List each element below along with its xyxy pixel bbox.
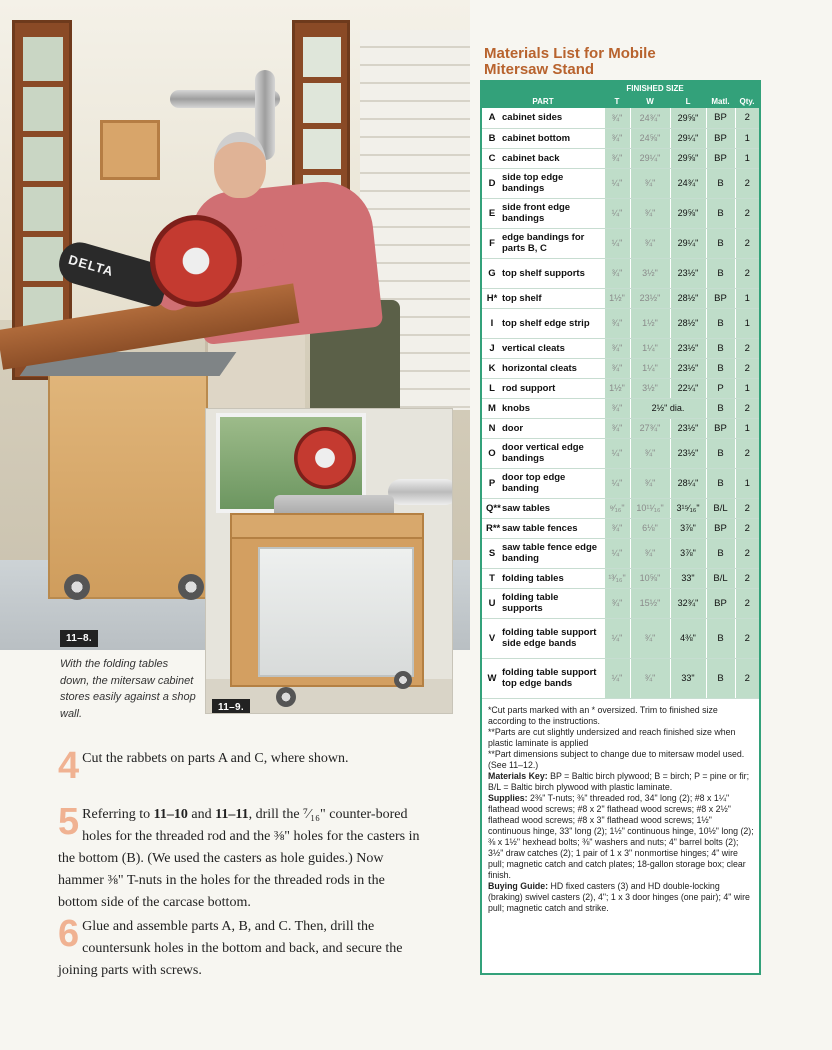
- part-letter: C: [482, 148, 500, 168]
- quantity-cell: 2: [735, 198, 759, 228]
- thickness-cell: ¼": [604, 438, 630, 468]
- part-letter: Q**: [482, 498, 500, 518]
- key-text: BP = Baltic birch plywood; B = birch; P = pine or fir; B/L = Baltic birch plywood with plastic laminate.: [488, 770, 750, 792]
- material-cell: BP: [706, 148, 735, 168]
- length-cell: 23½": [670, 438, 706, 468]
- part-name: side top edge bandings: [500, 168, 604, 198]
- step-number: 5: [58, 801, 80, 843]
- saw-blade: [294, 427, 356, 489]
- length-cell: 33": [670, 568, 706, 588]
- quantity-cell: 1: [735, 128, 759, 148]
- table-row: [482, 498, 759, 518]
- quantity-cell: 2: [735, 258, 759, 288]
- thickness-cell: ¾": [604, 338, 630, 358]
- length-cell: 3¹⁵⁄₁₆": [670, 498, 706, 518]
- part-name: side front edge bandings: [500, 198, 604, 228]
- material-cell: B: [706, 398, 735, 418]
- quantity-cell: 2: [735, 108, 759, 128]
- width-cell: ¾": [630, 168, 670, 198]
- table-row: [482, 538, 759, 568]
- quantity-cell: 2: [735, 398, 759, 418]
- step-text: Cut the rabbets on parts A and C, where shown.: [82, 751, 349, 766]
- length-cell: 23½": [670, 258, 706, 288]
- matl-header: Matl.: [706, 95, 735, 108]
- material-cell: B: [706, 438, 735, 468]
- caster-wheel: [394, 671, 412, 689]
- table-row: [482, 588, 759, 618]
- saw-brand-label: DELTA: [66, 251, 116, 280]
- part-letter: K: [482, 358, 500, 378]
- thickness-cell: ¾": [604, 148, 630, 168]
- width-cell: 6⅛": [630, 518, 670, 538]
- cabinet-top: [230, 513, 424, 539]
- table-row: [482, 128, 759, 148]
- length-cell: 22¼": [670, 378, 706, 398]
- quantity-cell: 1: [735, 468, 759, 498]
- part-name: horizontal cleats: [500, 358, 604, 378]
- caster-wheel: [64, 574, 90, 600]
- thickness-cell: ¹³⁄₁₆": [604, 568, 630, 588]
- part-letter: E: [482, 198, 500, 228]
- buying-text: HD fixed casters (3) and HD double-locking (braking) swivel casters (2), 4"; 1 x 3 door hinges (one pair); 4" wire pull; magnetic catch and strike.: [488, 880, 750, 913]
- material-cell: B/L: [706, 568, 735, 588]
- table-row: [482, 438, 759, 468]
- length-cell: 29⅝": [670, 148, 706, 168]
- length-cell: 4⅜": [670, 618, 706, 658]
- step-text-pre: Referring to: [82, 807, 154, 822]
- part-name: top shelf edge strip: [500, 308, 604, 338]
- figure-ref: 11–11: [215, 807, 249, 822]
- buying-label: Buying Guide:: [488, 880, 549, 891]
- material-cell: B: [706, 338, 735, 358]
- width-cell: 1¼": [630, 338, 670, 358]
- quantity-cell: 2: [735, 358, 759, 378]
- material-cell: B: [706, 258, 735, 288]
- key-label: Materials Key:: [488, 770, 548, 781]
- part-letter: F: [482, 228, 500, 258]
- part-letter: A: [482, 108, 500, 128]
- part-letter: N: [482, 418, 500, 438]
- table-row: [482, 568, 759, 588]
- quantity-cell: 2: [735, 518, 759, 538]
- part-name: rod support: [500, 378, 604, 398]
- part-letter: U: [482, 588, 500, 618]
- table-row: [482, 288, 759, 308]
- part-letter: B: [482, 128, 500, 148]
- material-cell: B: [706, 618, 735, 658]
- table-row: [482, 198, 759, 228]
- thickness-cell: 1½": [604, 378, 630, 398]
- table-row: [482, 168, 759, 198]
- thickness-cell: ¼": [604, 198, 630, 228]
- part-name: cabinet sides: [500, 108, 604, 128]
- figure-label: 11–9.: [212, 699, 250, 714]
- dust-duct: [388, 479, 453, 505]
- thickness-cell: ¾": [604, 128, 630, 148]
- quantity-cell: 2: [735, 228, 759, 258]
- table-row: [482, 468, 759, 498]
- part-name: cabinet back: [500, 148, 604, 168]
- caster-wheel: [276, 687, 296, 707]
- quantity-cell: 2: [735, 588, 759, 618]
- thickness-cell: 1½": [604, 288, 630, 308]
- supplies: [488, 793, 754, 881]
- length-cell: 3⅞": [670, 538, 706, 568]
- part-name: cabinet bottom: [500, 128, 604, 148]
- width-cell: ¾": [630, 228, 670, 258]
- step-4: [58, 745, 424, 787]
- width-cell: ¾": [630, 538, 670, 568]
- material-cell: BP: [706, 108, 735, 128]
- part-name: vertical cleats: [500, 338, 604, 358]
- part-letter: J: [482, 338, 500, 358]
- width-cell: 1½": [630, 308, 670, 338]
- step-number: 4: [58, 745, 80, 787]
- w-header: W: [630, 95, 670, 108]
- step-text-rest: , drill the ⁷⁄₁₆" counter-bored holes for the threaded rod and the ⅜" holes for the casters in the bottom (B). (We used the casters as hole guides.) Now hammer ⅜" T-nuts in the holes for the threaded rods in the bottom side of the carcase bottom.: [58, 807, 420, 910]
- supplies-text: 2⅜" T-nuts; ⅜" threaded rod, 34" long (2); #8 x 1¼" flathead wood screws; #8 x 2" flathead wood screws; #8 x 2½" flathead wood screws; #8 x 3" flathead wood screws; 1½" continuous hinge, 33" long (2); 1½" continuous hinge, 10½" long (2); ⅜ x 1½" hexhead bolts; ⅜" washers and nuts; 4" barrel bolts (2); 3½" draw catches (2); 1 pair of 1 x 3" nonmortise hinges; 4" wire pull; magnetic catch and catch plates; 18-gallon storage box; clear finish.: [488, 792, 754, 880]
- part-name: door vertical edge bandings: [500, 438, 604, 468]
- material-cell: BP: [706, 128, 735, 148]
- width-cell: ¾": [630, 618, 670, 658]
- material-cell: B: [706, 308, 735, 338]
- thickness-cell: ¾": [604, 358, 630, 378]
- part-letter: M: [482, 398, 500, 418]
- material-cell: B: [706, 658, 735, 698]
- material-cell: B/L: [706, 498, 735, 518]
- thickness-cell: ¼": [604, 658, 630, 698]
- part-letter: R**: [482, 518, 500, 538]
- supplies-label: Supplies:: [488, 792, 528, 803]
- thickness-cell: ¾": [604, 108, 630, 128]
- quantity-cell: 1: [735, 418, 759, 438]
- thickness-cell: ¾": [604, 418, 630, 438]
- width-cell: 29¼": [630, 148, 670, 168]
- materials-title: [484, 46, 656, 78]
- part-letter: I: [482, 308, 500, 338]
- part-name: folding tables: [500, 568, 604, 588]
- width-cell: ¾": [630, 468, 670, 498]
- width-cell: 24¾": [630, 108, 670, 128]
- width-length-cell: 2½" dia.: [630, 398, 706, 418]
- table-row: [482, 518, 759, 538]
- part-name: edge bandings for parts B, C: [500, 228, 604, 258]
- part-name: top shelf supports: [500, 258, 604, 288]
- materials-panel: [480, 80, 761, 975]
- photo-caption: With the folding tables down, the mitersaw cabinet stores easily against a shop wall.: [60, 658, 196, 720]
- quantity-cell: 1: [735, 378, 759, 398]
- material-cell: B: [706, 358, 735, 378]
- thickness-cell: ¾": [604, 258, 630, 288]
- part-letter: G: [482, 258, 500, 288]
- thickness-cell: ⁹⁄₁₆": [604, 498, 630, 518]
- quantity-cell: 2: [735, 618, 759, 658]
- part-letter: D: [482, 168, 500, 198]
- length-cell: 23½": [670, 338, 706, 358]
- part-letter: H*: [482, 288, 500, 308]
- l-header: L: [670, 95, 706, 108]
- length-cell: 32¾": [670, 588, 706, 618]
- quantity-cell: 2: [735, 338, 759, 358]
- quantity-cell: 2: [735, 168, 759, 198]
- material-cell: B: [706, 168, 735, 198]
- part-letter: W: [482, 658, 500, 698]
- thickness-cell: ¾": [604, 398, 630, 418]
- step-6: [58, 913, 424, 982]
- materials-title-line: Mitersaw Stand: [484, 61, 595, 78]
- table-row: [482, 308, 759, 338]
- table-row: [482, 658, 759, 698]
- part-letter: T: [482, 568, 500, 588]
- part-letter: V: [482, 618, 500, 658]
- width-cell: 10¹¹⁄₁₆": [630, 498, 670, 518]
- part-header: PART: [482, 95, 604, 108]
- length-cell: 29¼": [670, 228, 706, 258]
- table-row: [482, 418, 759, 438]
- materials-notes: [482, 699, 759, 914]
- caster-wheel: [178, 574, 204, 600]
- part-name: saw tables: [500, 498, 604, 518]
- part-letter: O: [482, 438, 500, 468]
- width-cell: 23½": [630, 288, 670, 308]
- length-cell: 28¼": [670, 468, 706, 498]
- note: **Parts are cut slightly undersized and reach finished size when plastic laminate is applied: [488, 726, 736, 748]
- saw-blade: [150, 215, 242, 307]
- length-cell: 3⅞": [670, 518, 706, 538]
- table-row: [482, 378, 759, 398]
- length-cell: 29⅝": [670, 198, 706, 228]
- thickness-cell: ¾": [604, 518, 630, 538]
- thickness-cell: ¾": [604, 588, 630, 618]
- t-header: T: [604, 95, 630, 108]
- part-name: door: [500, 418, 604, 438]
- quantity-cell: 2: [735, 438, 759, 468]
- width-cell: ¾": [630, 438, 670, 468]
- table-row: [482, 148, 759, 168]
- part-name: top shelf: [500, 288, 604, 308]
- materials-title-line: Materials List for Mobile: [484, 45, 656, 62]
- step-5: [58, 801, 424, 914]
- figure-ref: 11–10: [153, 807, 188, 822]
- table-row: [482, 618, 759, 658]
- thickness-cell: ¼": [604, 168, 630, 198]
- part-name: knobs: [500, 398, 604, 418]
- material-cell: B: [706, 538, 735, 568]
- part-name: folding table support top edge bands: [500, 658, 604, 698]
- part-letter: P: [482, 468, 500, 498]
- material-cell: BP: [706, 288, 735, 308]
- materials-table: [482, 82, 759, 699]
- quantity-cell: 2: [735, 498, 759, 518]
- length-cell: 28½": [670, 308, 706, 338]
- length-cell: 29¼": [670, 128, 706, 148]
- inset-photo: [205, 408, 453, 714]
- width-cell: 27¾": [630, 418, 670, 438]
- step-text-mid: and: [187, 807, 216, 822]
- part-letter: S: [482, 538, 500, 568]
- materials-key: [488, 771, 754, 793]
- material-cell: B: [706, 468, 735, 498]
- width-cell: 10⅝": [630, 568, 670, 588]
- note: **Part dimensions subject to change due to mitersaw model used. (See 11–12.): [488, 748, 745, 770]
- material-cell: B: [706, 198, 735, 228]
- width-cell: 24⅝": [630, 128, 670, 148]
- finished-size-header: FINISHED SIZE: [604, 82, 706, 95]
- step-text: Glue and assemble parts A, B, and C. Then, drill the countersunk holes in the bottom and back, and secure the joining parts with screws.: [58, 919, 403, 978]
- part-name: door top edge banding: [500, 468, 604, 498]
- part-name: folding table support side edge bands: [500, 618, 604, 658]
- material-cell: BP: [706, 518, 735, 538]
- thickness-cell: ¼": [604, 468, 630, 498]
- length-cell: 29⅝": [670, 108, 706, 128]
- figure-label: 11–8.: [60, 630, 98, 647]
- part-name: folding table supports: [500, 588, 604, 618]
- width-cell: 3½": [630, 378, 670, 398]
- width-cell: 1¼": [630, 358, 670, 378]
- width-cell: ¾": [630, 658, 670, 698]
- table-row: [482, 338, 759, 358]
- table-row: [482, 398, 759, 418]
- thickness-cell: ¼": [604, 228, 630, 258]
- part-name: saw table fences: [500, 518, 604, 538]
- length-cell: 28½": [670, 288, 706, 308]
- table-row: [482, 108, 759, 128]
- width-cell: ¾": [630, 198, 670, 228]
- quantity-cell: 1: [735, 308, 759, 338]
- material-cell: BP: [706, 418, 735, 438]
- width-cell: 3½": [630, 258, 670, 288]
- length-cell: 23½": [670, 358, 706, 378]
- quantity-cell: 1: [735, 288, 759, 308]
- width-cell: 15½": [630, 588, 670, 618]
- quantity-cell: 1: [735, 148, 759, 168]
- step-number: 6: [58, 913, 80, 955]
- table-row: [482, 358, 759, 378]
- length-cell: 33": [670, 658, 706, 698]
- quantity-cell: 2: [735, 658, 759, 698]
- table-row: [482, 228, 759, 258]
- thickness-cell: ¼": [604, 538, 630, 568]
- part-letter: L: [482, 378, 500, 398]
- mitersaw-cabinet: [48, 374, 208, 599]
- length-cell: 24¾": [670, 168, 706, 198]
- quantity-cell: 2: [735, 568, 759, 588]
- cabinet-door: [258, 547, 414, 677]
- length-cell: 23½": [670, 418, 706, 438]
- woodworker-head: [214, 132, 266, 198]
- material-cell: B: [706, 228, 735, 258]
- buying-guide: [488, 881, 754, 914]
- shop-shelves: [100, 120, 160, 180]
- quantity-cell: 2: [735, 538, 759, 568]
- table-row: [482, 258, 759, 288]
- thickness-cell: ¼": [604, 618, 630, 658]
- qty-header: Qty.: [735, 95, 759, 108]
- thickness-cell: ¾": [604, 308, 630, 338]
- material-cell: P: [706, 378, 735, 398]
- note: *Cut parts marked with an * oversized. Trim to finished size according to the instructions.: [488, 704, 718, 726]
- material-cell: BP: [706, 588, 735, 618]
- part-name: saw table fence edge banding: [500, 538, 604, 568]
